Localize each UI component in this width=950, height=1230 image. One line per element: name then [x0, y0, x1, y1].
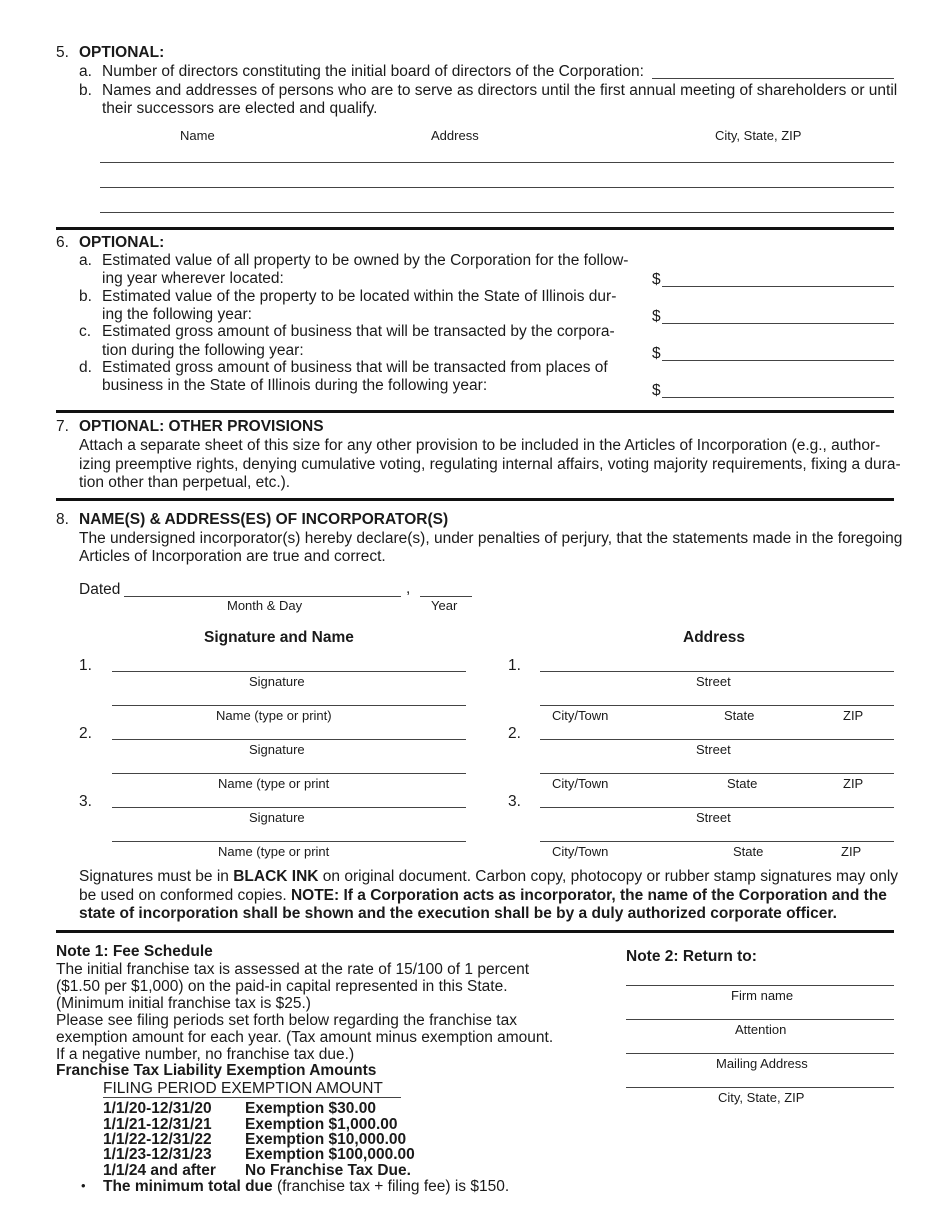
- incorporator-1-name-field[interactable]: [112, 705, 466, 706]
- item-6a-line1: Estimated value of all property to be owned by the Corporation for the follow-: [102, 252, 629, 269]
- director-line-1[interactable]: [100, 162, 894, 163]
- exemption-row-amount: Exemption $100,000.00: [245, 1146, 415, 1163]
- incorporator-2-name-field[interactable]: [112, 773, 466, 774]
- item-6b-letter: b.: [79, 288, 92, 305]
- item-6c-amount-field[interactable]: [662, 360, 894, 361]
- incorporator-3-signature-field[interactable]: [112, 807, 466, 808]
- directors-count-field[interactable]: [652, 78, 894, 79]
- exemption-table-header: FILING PERIOD EXEMPTION AMOUNT: [103, 1080, 383, 1097]
- address-1-street-field[interactable]: [540, 671, 894, 672]
- year-caption: Year: [431, 598, 458, 613]
- item-6a-amount-field[interactable]: [662, 286, 894, 287]
- dollar-sign: $: [652, 345, 661, 362]
- item-6a-line2: ing year wherever located:: [102, 270, 284, 287]
- street-caption: Street: [696, 742, 731, 757]
- note-1-title: Note 1: Fee Schedule: [56, 943, 213, 960]
- col-header-address: Address: [431, 128, 479, 143]
- exemption-row-amount: No Franchise Tax Due.: [245, 1162, 411, 1179]
- zip-caption: ZIP: [843, 776, 864, 791]
- item-6d-line1: Estimated gross amount of business that will be transacted from places of: [102, 359, 608, 376]
- note-1-line1: The initial franchise tax is assessed at the rate of 15/100 of 1 percent: [56, 961, 530, 978]
- incorporator-3-number: 3.: [79, 793, 92, 810]
- item-6d-line2: business in the State of Illinois during the following year:: [102, 377, 488, 394]
- minimum-total-due: [103, 1178, 509, 1196]
- item-6d-amount-field[interactable]: [662, 397, 894, 398]
- item-6b-line2: ing the following year:: [102, 306, 252, 323]
- section-8-line2: Articles of Incorporation are true and correct.: [79, 548, 386, 565]
- section-7-heading: OPTIONAL: OTHER PROVISIONS: [79, 418, 324, 435]
- notice-text: on original document. Carbon copy, photocopy or rubber stamp signatures may only: [318, 868, 899, 885]
- address-1-city-state-zip-field[interactable]: [540, 705, 894, 706]
- dated-label: Dated: [79, 581, 121, 598]
- zip-caption: ZIP: [841, 844, 862, 859]
- section-7-line2: izing preemptive rights, denying cumulative voting, regulating internal affairs, voting majority requirements, fixing a dura-: [79, 456, 901, 473]
- year-field[interactable]: [420, 596, 472, 597]
- item-6b-amount-field[interactable]: [662, 323, 894, 324]
- firm-name-field[interactable]: [626, 985, 894, 986]
- address-1-number: 1.: [508, 657, 521, 674]
- item-6b-line1: Estimated value of the property to be located within the State of Illinois dur-: [102, 288, 617, 305]
- exemption-row-period: 1/1/22-12/31/22: [103, 1131, 212, 1148]
- section-8-line1: The undersigned incorporator(s) hereby declare(s), under penalties of perjury, that the statements made in the foregoing: [79, 530, 903, 547]
- col-header-city-state-zip: City, State, ZIP: [715, 128, 802, 143]
- exemption-row-amount: Exemption $1,000.00: [245, 1116, 398, 1133]
- incorporator-2-number: 2.: [79, 725, 92, 742]
- section-7-line1: Attach a separate sheet of this size for any other provision to be included in the Articles of Incorporation (e.g., author-: [79, 437, 881, 454]
- section-7-line3: tion other than perpetual, etc.).: [79, 474, 291, 491]
- section-divider: [56, 498, 894, 501]
- signature-caption: Signature: [249, 674, 305, 689]
- address-2-street-field[interactable]: [540, 739, 894, 740]
- incorporator-3-name-field[interactable]: [112, 841, 466, 842]
- item-5b-letter: b.: [79, 82, 92, 99]
- date-comma: ,: [406, 580, 411, 597]
- attention-caption: Attention: [735, 1022, 787, 1037]
- incorporator-1-signature-field[interactable]: [112, 671, 466, 672]
- section-8-heading: NAME(S) & ADDRESS(ES) OF INCORPORATOR(S): [79, 511, 449, 528]
- bullet-icon: •: [81, 1178, 86, 1193]
- city-town-caption: City/Town: [552, 708, 609, 723]
- notice-text: Signatures must be in: [79, 868, 234, 885]
- section-5-heading: OPTIONAL:: [79, 44, 165, 61]
- month-day-field[interactable]: [124, 596, 401, 597]
- address-2-number: 2.: [508, 725, 521, 742]
- note-1-line6: If a negative number, no franchise tax due.): [56, 1046, 355, 1063]
- note-emphasis: NOTE: If a Corporation acts as incorporator, the name of the Corporation and the: [290, 887, 887, 904]
- name-caption: Name (type or print): [216, 708, 332, 723]
- address-3-city-state-zip-field[interactable]: [540, 841, 894, 842]
- col-header-name: Name: [180, 128, 215, 143]
- state-caption: State: [724, 708, 755, 723]
- signature-and-name-heading: Signature and Name: [204, 629, 354, 646]
- signature-notice-line2: [79, 887, 887, 905]
- signature-notice-line3: state of incorporation shall be shown and the execution shall be by a duly authorized corporate officer.: [79, 905, 837, 922]
- city-town-caption: City/Town: [552, 776, 609, 791]
- item-6a-letter: a.: [79, 252, 92, 269]
- section-7-number: 7.: [56, 418, 69, 435]
- mailing-address-caption: Mailing Address: [716, 1056, 808, 1071]
- incorporator-2-signature-field[interactable]: [112, 739, 466, 740]
- minimum-total-text: (franchise tax + filing fee) is $150.: [272, 1178, 510, 1195]
- item-6c-line2: tion during the following year:: [102, 342, 304, 359]
- exemption-row-amount: Exemption $10,000.00: [245, 1131, 407, 1148]
- incorporator-1-number: 1.: [79, 657, 92, 674]
- city-state-zip-caption: City, State, ZIP: [718, 1090, 805, 1105]
- notice-text: be used on conformed copies.: [79, 887, 291, 904]
- section-6-number: 6.: [56, 234, 69, 251]
- exemption-row-period: 1/1/24 and after: [103, 1162, 216, 1179]
- address-3-street-field[interactable]: [540, 807, 894, 808]
- state-caption: State: [727, 776, 758, 791]
- item-5a-letter: a.: [79, 63, 92, 80]
- director-line-2[interactable]: [100, 187, 894, 188]
- address-2-city-state-zip-field[interactable]: [540, 773, 894, 774]
- name-caption: Name (type or print: [218, 776, 330, 791]
- city-state-zip-field[interactable]: [626, 1087, 894, 1088]
- note-1-line5: exemption amount for each year. (Tax amount minus exemption amount.: [56, 1029, 554, 1046]
- dollar-sign: $: [652, 308, 661, 325]
- exemption-row-period: 1/1/23-12/31/23: [103, 1146, 212, 1163]
- signature-notice-line1: [79, 868, 898, 886]
- item-5b-text-line2: their successors are elected and qualify.: [102, 100, 378, 117]
- attention-field[interactable]: [626, 1019, 894, 1020]
- director-line-3[interactable]: [100, 212, 894, 213]
- section-divider: [56, 410, 894, 413]
- note-2-title: Note 2: Return to:: [626, 948, 757, 965]
- signature-caption: Signature: [249, 810, 305, 825]
- mailing-address-field[interactable]: [626, 1053, 894, 1054]
- zip-caption: ZIP: [843, 708, 864, 723]
- name-caption: Name (type or print: [218, 844, 330, 859]
- note-1-line4: Please see filing periods set forth below regarding the franchise tax: [56, 1012, 517, 1029]
- section-divider: [56, 227, 894, 230]
- firm-name-caption: Firm name: [731, 988, 794, 1003]
- item-6c-line1: Estimated gross amount of business that will be transacted by the corpora-: [102, 323, 615, 340]
- section-6-heading: OPTIONAL:: [79, 234, 165, 251]
- table-header-underline: [103, 1097, 401, 1098]
- black-ink-emphasis: BLACK INK: [233, 868, 319, 885]
- section-divider: [56, 930, 894, 933]
- dollar-sign: $: [652, 382, 661, 399]
- address-3-number: 3.: [508, 793, 521, 810]
- exemption-table-title: Franchise Tax Liability Exemption Amounts: [56, 1062, 377, 1079]
- item-5b-text-line1: Names and addresses of persons who are to serve as directors until the first annual meeting of shareholders or until: [102, 82, 898, 99]
- street-caption: Street: [696, 810, 731, 825]
- signature-caption: Signature: [249, 742, 305, 757]
- minimum-total-emphasis: The minimum total due: [103, 1178, 273, 1195]
- item-6c-letter: c.: [79, 323, 92, 340]
- city-town-caption: City/Town: [552, 844, 609, 859]
- item-5a-text: Number of directors constituting the initial board of directors of the Corporation:: [102, 63, 644, 80]
- note-1-line3: (Minimum initial franchise tax is $25.): [56, 995, 311, 1012]
- dollar-sign: $: [652, 271, 661, 288]
- exemption-row-period: 1/1/20-12/31/20: [103, 1100, 212, 1117]
- state-caption: State: [733, 844, 764, 859]
- address-heading: Address: [683, 629, 746, 646]
- street-caption: Street: [696, 674, 731, 689]
- section-8-number: 8.: [56, 511, 69, 528]
- note-1-line2: ($1.50 per $1,000) on the paid-in capital represented in this State.: [56, 978, 508, 995]
- exemption-row-amount: Exemption $30.00: [245, 1100, 376, 1117]
- month-day-caption: Month & Day: [227, 598, 303, 613]
- exemption-row-period: 1/1/21-12/31/21: [103, 1116, 212, 1133]
- item-6d-letter: d.: [79, 359, 92, 376]
- section-5-number: 5.: [56, 44, 69, 61]
